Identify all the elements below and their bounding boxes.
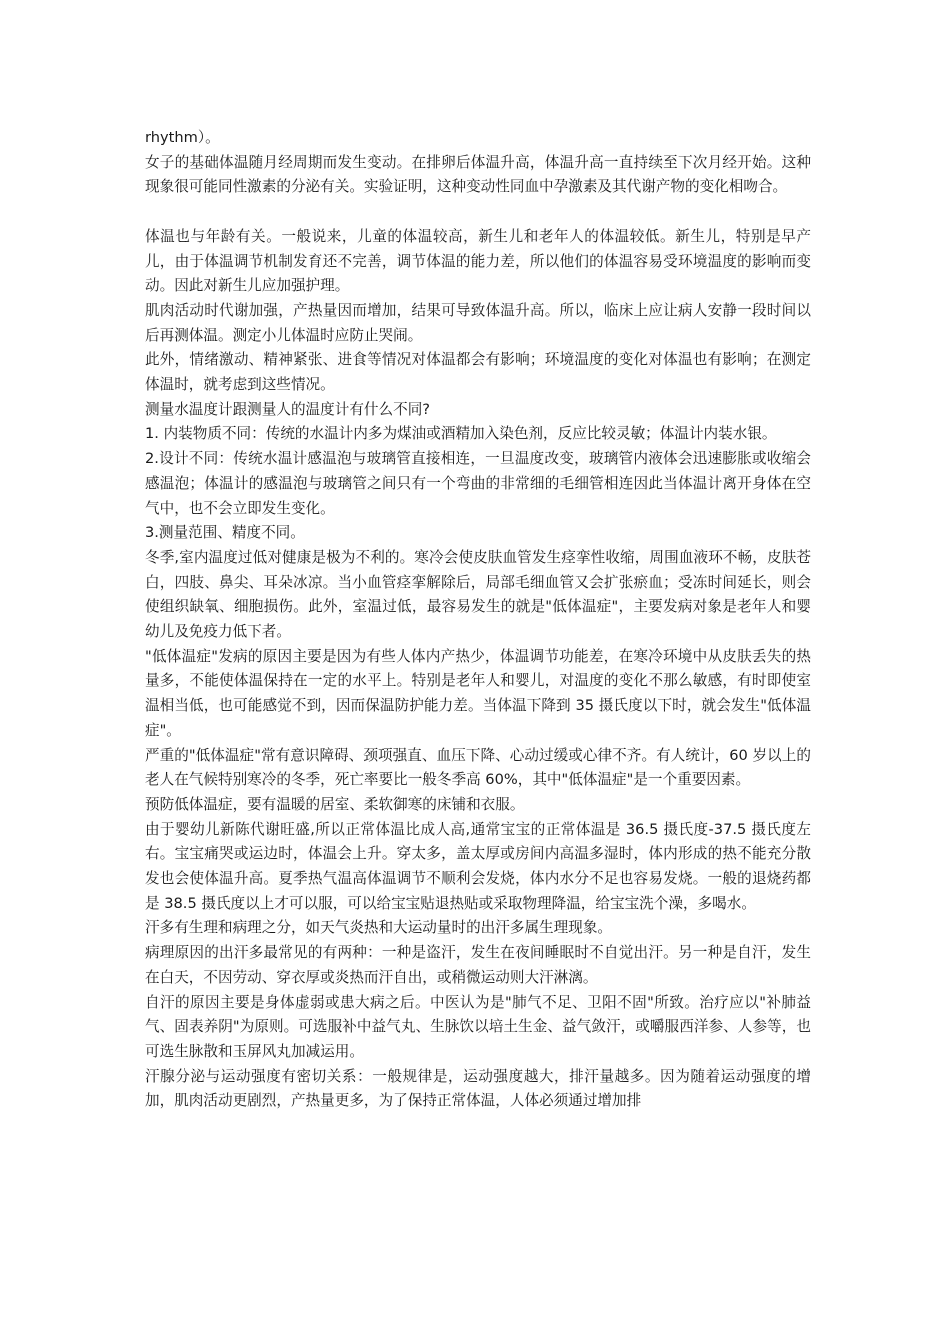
paragraph-hypothermia-causes: "低体温症"发病的原因主要是因为有些人体内产热少，体温调节功能差，在寒冷环境中从皮肤丢失的热量多，不能使体温保持在一定的水平上。特别是老年人和婴儿，对温度的变化不那么敏感，有时即使室温相当低，也可能感觉不到，因而保温防护能力差。当体温下降到 35 摄氏度以下时，就会发生"低体温症"。: [145, 647, 811, 739]
document-body: [145, 126, 811, 1114]
paragraph-rhythm-tail: rhythm）。: [145, 129, 220, 146]
paragraph-hypothermia-severe: 严重的"低体温症"常有意识障碍、颈项强直、血压下降、心动过缓或心律不齐。有人统计，60 岁以上的老人在气候特别寒冷的冬季，死亡率要比一般冬季高 60%，其中"低体温症"是一个重要因素。: [145, 746, 811, 789]
paragraph-spontaneous-sweating: 自汗的原因主要是身体虚弱或患大病之后。中医认为是"肺气不足、卫阳不固"所致。治疗应以"补肺益气、固表养阴"为原则。可选服补中益气丸、生脉饮以培土生金、益气敛汗，或嚼服西洋参、人参等，也可选生脉散和玉屏风丸加减运用。: [145, 993, 811, 1060]
paragraph-age-temperature: 体温也与年龄有关。一般说来，儿童的体温较高，新生儿和老年人的体温较低。新生儿，特别是早产儿，由于体温调节机制发育还不完善，调节体温的能力差，所以他们的体温容易受环境温度的影响而变动。因此对新生儿应加强护理。: [145, 227, 811, 295]
paragraph-muscle-activity: 肌肉活动时代谢加强，产热量因而增加，结果可导致体温升高。所以，临床上应让病人安静一段时间以后再测体温。测定小儿体温时应防止哭闹。: [145, 301, 811, 344]
blank-line: [145, 200, 811, 225]
paragraph-winter-room-temperature: 冬季,室内温度过低对健康是极为不利的。寒冷会使皮肤血管发生痉挛性收缩，周围血液环不畅，皮肤苍白，四肢、鼻尖、耳朵冰凉。当小血管痉挛解除后，局部毛细血管又会扩张瘀血；受冻时间延长，则会使组织缺氧、细胞损伤。此外，室温过低，最容易发生的就是"低体温症"，主要发病对象是老年人和婴幼儿及免疫力低下者。: [145, 548, 811, 641]
paragraph-infant-temperature: 由于婴幼儿新陈代谢旺盛,所以正常体温比成人高,通常宝宝的正常体温是 36.5 摄氏度-37.5 摄氏度左右。宝宝痛哭或运边时，体温会上升。穿太多，盖太厚或房间内高温多湿时，体内形成的热不能充分散发也会使体温升高。夏季热气温高体温调节不顺利会发烧，体内水分不足也容易发烧。一般的退烧药都是 38.5 摄氏度以上才可以服，可以给宝宝贴退热贴或采取物理降温，给宝宝洗个澡，多喝水。: [145, 820, 811, 912]
paragraph-menstrual-cycle-temperature: 女子的基础体温随月经周期而发生变动。在排卵后体温升高，体温升高一直持续至下次月经开始。这种现象很可能同性激素的分泌有关。实验证明，这种变动性同血中孕激素及其代谢产物的变化相吻合。: [145, 153, 811, 196]
paragraph-thermometer-question: 测量水温度计跟测量人的温度计有什么不同?: [145, 400, 431, 418]
paragraph-other-factors: 此外，情绪激动、精神紧张、进食等情况对体温都会有影响；环境温度的变化对体温也有影响；在测定体温时，就考虑到这些情况。: [145, 351, 811, 394]
paragraph-pathological-sweating: 病理原因的出汗多最常见的有两种：一种是盗汗，发生在夜间睡眠时不自觉出汗。另一种是自汗，发生在白天，不因劳动、穿衣厚或炎热而汗自出，或稍微运动则大汗淋漓。: [145, 944, 811, 986]
paragraph-difference-design: 2.设计不同：传统水温计感温泡与玻璃管直接相连，一旦温度改变，玻璃管内液体会迅速膨胀或收缩会感温泡；体温计的感温泡与玻璃管之间只有一个弯曲的非常细的毛细管相连因此当体温计离开身体在空气中，也不会立即发生变化。: [145, 450, 811, 517]
paragraph-difference-contents: 1. 内装物质不同：传统的水温计内多为煤油或酒精加入染色剂，反应比较灵敏；体温计内装水银。: [145, 425, 777, 443]
paragraph-sweat-exercise: 汗腺分泌与运动强度有密切关系：一般规律是，运动强度越大，排汗量越多。因为随着运动强度的增加，肌肉活动更剧烈，产热量更多，为了保持正常体温，人体必须通过增加排: [145, 1067, 811, 1110]
paragraph-hypothermia-prevention: 预防低体温症，要有温暖的居室、柔软御寒的床铺和衣服。: [145, 795, 525, 813]
paragraph-sweating-types: 汗多有生理和病理之分，如天气炎热和大运动量时的出汗多属生理现象。: [145, 919, 613, 937]
paragraph-difference-range: 3.测量范围、精度不同。: [145, 524, 305, 542]
